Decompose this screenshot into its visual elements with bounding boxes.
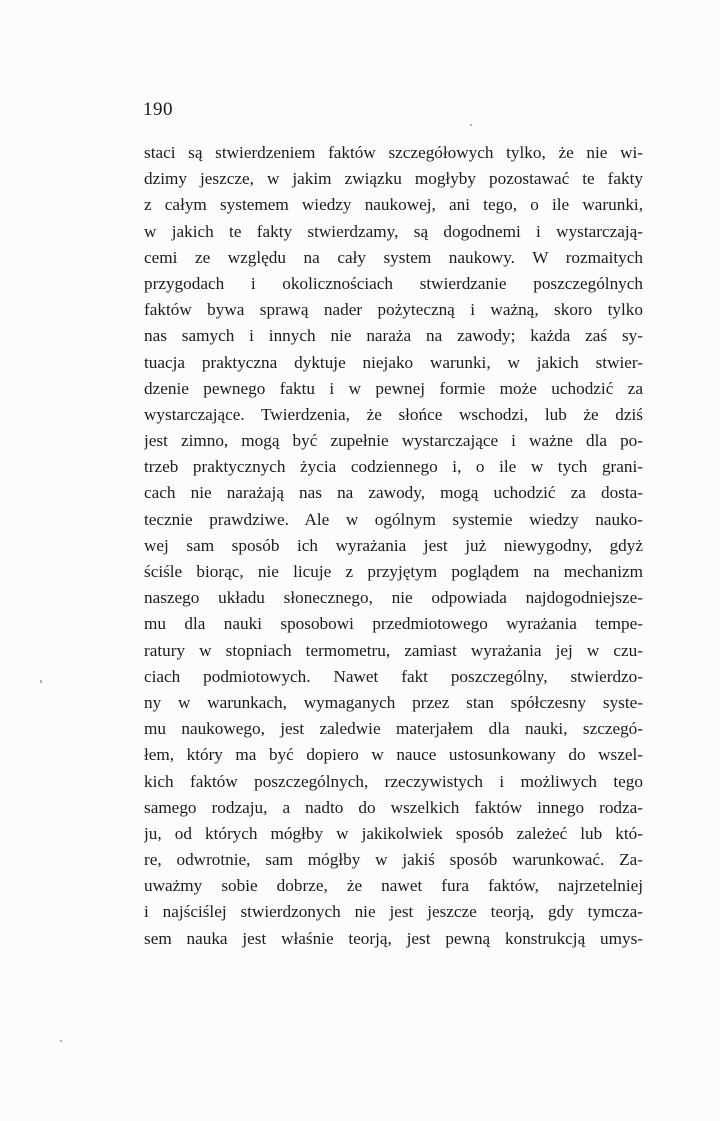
text-line: re, odwrotnie, sam mógłby w jakiś sposób warunkować. Za-	[144, 850, 643, 870]
text-line: sem nauka jest właśnie teorją, jest pewną konstrukcją umys-	[144, 928, 643, 948]
text-line: i najściślej stwierdzonych nie jest jeszcze teorją, gdy tymcza-	[144, 902, 643, 922]
text-line: w jakich te fakty stwierdzamy, są dogodnemi i wystarczają-	[144, 221, 643, 241]
text-line: łem, który ma być dopiero w nauce ustosunkowany do wszel-	[144, 745, 643, 765]
text-line: naszego układu słonecznego, nie odpowiada najdogodniejsze-	[144, 588, 643, 608]
text-line: dzenie pewnego faktu i w pewnej formie może uchodzić za	[144, 378, 643, 398]
paper-speck	[60, 1040, 62, 1042]
text-line: trzeb praktycznych życia codziennego i, o ile w tych grani-	[144, 457, 643, 477]
text-line: ściśle biorąc, nie licuje z przyjętym poglądem na mechanizm	[144, 562, 643, 581]
text-line: z całym systemem wiedzy naukowej, ani tego, o ile warunki,	[144, 195, 643, 215]
text-line: przygodach i okolicznościach stwierdzanie poszczególnych	[144, 273, 643, 293]
text-line: uważmy sobie dobrze, że nawet fura faktów, najrzetelniej	[144, 876, 643, 896]
text-line: cemi ze względu na cały system naukowy. W rozmaitych	[144, 247, 643, 267]
text-line: ju, od których mógłby w jakikolwiek sposób zależeć lub któ-	[144, 823, 643, 843]
text-line: kich faktów poszczególnych, rzeczywistych i możliwych tego	[144, 771, 643, 791]
paper-speck	[470, 124, 472, 126]
text-line: jest zimno, mogą być zupełnie wystarczające i ważne dla po-	[144, 431, 643, 451]
text-line: mu dla nauki sposobowi przedmiotowego wyrażania tempe-	[144, 614, 643, 634]
text-line: wystarczające. Twierdzenia, że słońce wschodzi, lub że dziś	[144, 404, 643, 424]
text-line: ratury w stopniach termometru, zamiast wyrażania jej w czu-	[144, 640, 643, 660]
page-number: 190	[143, 99, 173, 120]
text-line: mu naukowego, jest zaledwie materjałem dla nauki, szczegó-	[144, 719, 643, 739]
text-line: cach nie narażają nas na zawody, mogą uchodzić za dosta-	[144, 483, 643, 503]
text-line: samego rodzaju, a nadto do wszelkich faktów innego rodza-	[144, 797, 643, 817]
text-line: nas samych i innych nie naraża na zawody; każda zaś sy-	[144, 326, 643, 346]
text-line: tuacja praktyczna dyktuje niejako warunki, w jakich stwier-	[144, 352, 643, 372]
text-line: dzimy jeszcze, w jakim związku mogłyby pozostawać te fakty	[144, 169, 643, 189]
paper-speck	[40, 680, 42, 683]
body-text	[144, 140, 643, 952]
text-line: faktów bywa sprawą nader pożyteczną i ważną, skoro tylko	[144, 300, 643, 320]
text-line: wej sam sposób ich wyrażania jest już niewygodny, gdyż	[144, 535, 643, 555]
text-line: ciach podmiotowych. Nawet fakt poszczególny, stwierdzo-	[144, 666, 643, 686]
text-line: ny w warunkach, wymaganych przez stan spółczesny syste-	[144, 692, 643, 712]
text-line: tecznie prawdziwe. Ale w ogólnym systemie wiedzy nauko-	[144, 509, 643, 529]
text-line: staci są stwierdzeniem faktów szczegółowych tylko, że nie wi-	[144, 143, 643, 162]
